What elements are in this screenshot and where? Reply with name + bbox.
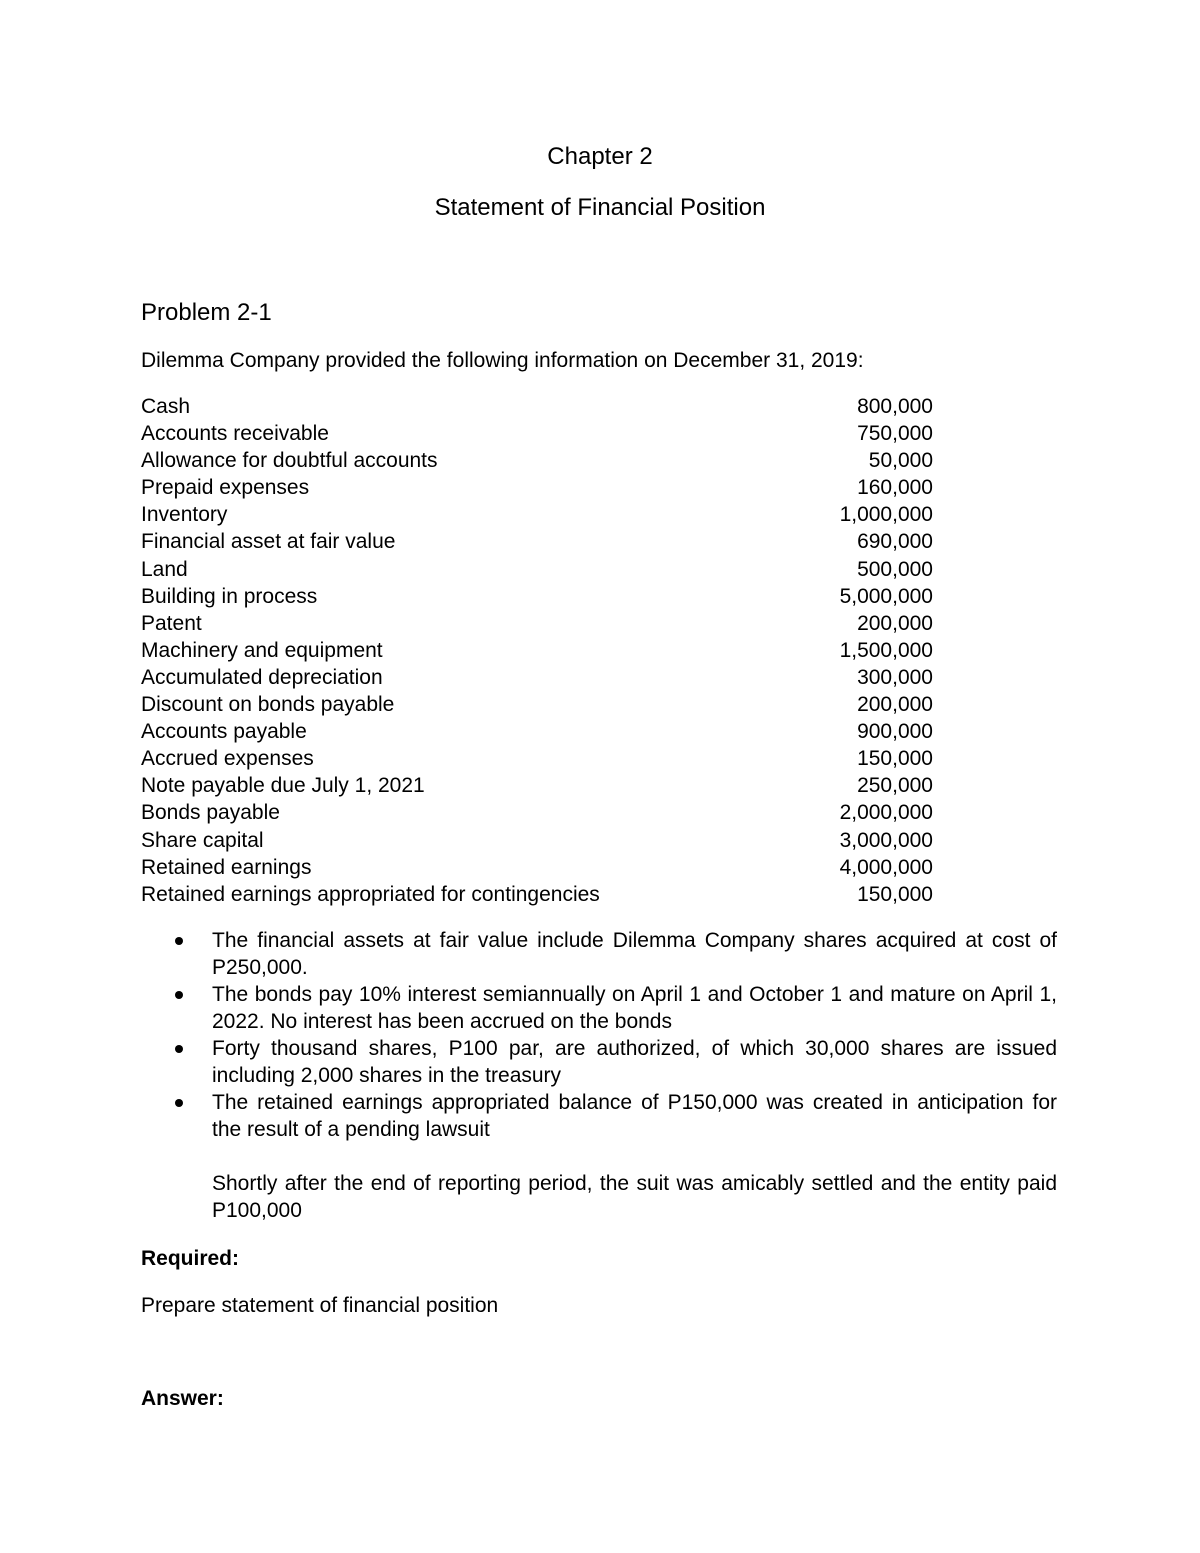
required-heading: Required:	[141, 1247, 240, 1270]
chapter-title: Chapter 2	[547, 143, 653, 170]
account-label: Cash	[141, 395, 191, 418]
note-item	[171, 927, 1057, 981]
account-amount: 250,000	[857, 774, 933, 798]
account-row	[141, 556, 933, 583]
account-label: Share capital	[141, 828, 264, 852]
note-followup-text: Shortly after the end of reporting period, the suit was amicably settled and the entity paid P100,000	[212, 1172, 1057, 1222]
account-amount: 50,000	[868, 449, 933, 473]
account-amount: 2,000,000	[839, 801, 933, 825]
account-amount: 5,000,000	[839, 584, 933, 608]
note-text: The retained earnings appropriated balance of P150,000 was created in anticipation for the result of a pending lawsuit	[212, 1091, 1057, 1141]
account-amount: 500,000	[857, 557, 933, 581]
account-row	[141, 528, 933, 555]
account-row	[141, 447, 933, 474]
notes-list	[171, 927, 1057, 1224]
account-amount: 1,500,000	[839, 638, 933, 662]
account-label: Accrued expenses	[141, 747, 314, 771]
account-amount: 750,000	[857, 422, 933, 446]
account-row	[141, 799, 933, 826]
account-row	[141, 474, 933, 501]
account-row	[141, 772, 933, 799]
account-label: Patent	[141, 611, 202, 635]
account-row	[141, 664, 933, 691]
bullet-icon	[175, 1045, 183, 1053]
bullet-icon	[175, 991, 183, 999]
account-list	[141, 393, 933, 908]
account-amount: 300,000	[857, 665, 933, 689]
account-label: Building in process	[141, 584, 318, 608]
account-row	[141, 691, 933, 718]
account-row	[141, 718, 933, 745]
account-amount: 200,000	[857, 611, 933, 635]
account-label: Accounts receivable	[141, 422, 329, 446]
note-text: The bonds pay 10% interest semiannually on April 1 and October 1 and mature on April 1, 2022. No interest has been accrued on the bonds	[212, 983, 1057, 1033]
account-amount: 800,000	[857, 395, 933, 418]
account-label: Inventory	[141, 503, 228, 527]
account-amount: 150,000	[857, 747, 933, 771]
account-amount: 3,000,000	[839, 828, 933, 852]
account-row	[141, 637, 933, 664]
intro-paragraph: Dilemma Company provided the following information on December 31, 2019:	[141, 349, 864, 372]
problem-heading: Problem 2-1	[141, 299, 272, 326]
account-row	[141, 745, 933, 772]
page-title: Statement of Financial Position	[434, 194, 766, 221]
account-amount: 1,000,000	[839, 503, 933, 527]
account-row	[141, 583, 933, 610]
account-amount: 900,000	[857, 720, 933, 744]
account-label: Prepaid expenses	[141, 476, 310, 500]
account-label: Machinery and equipment	[141, 638, 383, 662]
account-amount: 4,000,000	[839, 855, 933, 879]
account-amount: 690,000	[857, 530, 933, 554]
account-label: Retained earnings	[141, 855, 312, 879]
account-label: Discount on bonds payable	[141, 693, 395, 717]
account-label: Land	[141, 557, 188, 581]
account-amount: 150,000	[857, 882, 933, 906]
account-label: Financial asset at fair value	[141, 530, 396, 554]
account-label: Allowance for doubtful accounts	[141, 449, 438, 473]
answer-heading: Answer:	[141, 1387, 224, 1410]
account-amount: 200,000	[857, 693, 933, 717]
account-row	[141, 827, 933, 854]
account-label: Bonds payable	[141, 801, 280, 825]
account-amount: 160,000	[857, 476, 933, 500]
account-row	[141, 610, 933, 637]
account-label: Accumulated depreciation	[141, 665, 383, 689]
note-item	[171, 981, 1057, 1035]
account-row	[141, 854, 933, 881]
account-label: Accounts payable	[141, 720, 307, 744]
note-text: The financial assets at fair value include Dilemma Company shares acquired at cost of P250,000.	[212, 929, 1057, 979]
required-text: Prepare statement of financial position	[141, 1294, 499, 1317]
bullet-icon	[175, 937, 183, 945]
bullet-icon	[175, 1099, 183, 1107]
account-row	[141, 501, 933, 528]
note-item	[171, 1089, 1057, 1224]
account-row	[141, 881, 933, 908]
account-label: Note payable due July 1, 2021	[141, 774, 425, 798]
account-row	[141, 393, 933, 420]
note-text: Forty thousand shares, P100 par, are authorized, of which 30,000 shares are issued including 2,000 shares in the treasury	[212, 1037, 1057, 1087]
note-item	[171, 1035, 1057, 1089]
account-label: Retained earnings appropriated for contingencies	[141, 882, 600, 906]
account-row	[141, 420, 933, 447]
